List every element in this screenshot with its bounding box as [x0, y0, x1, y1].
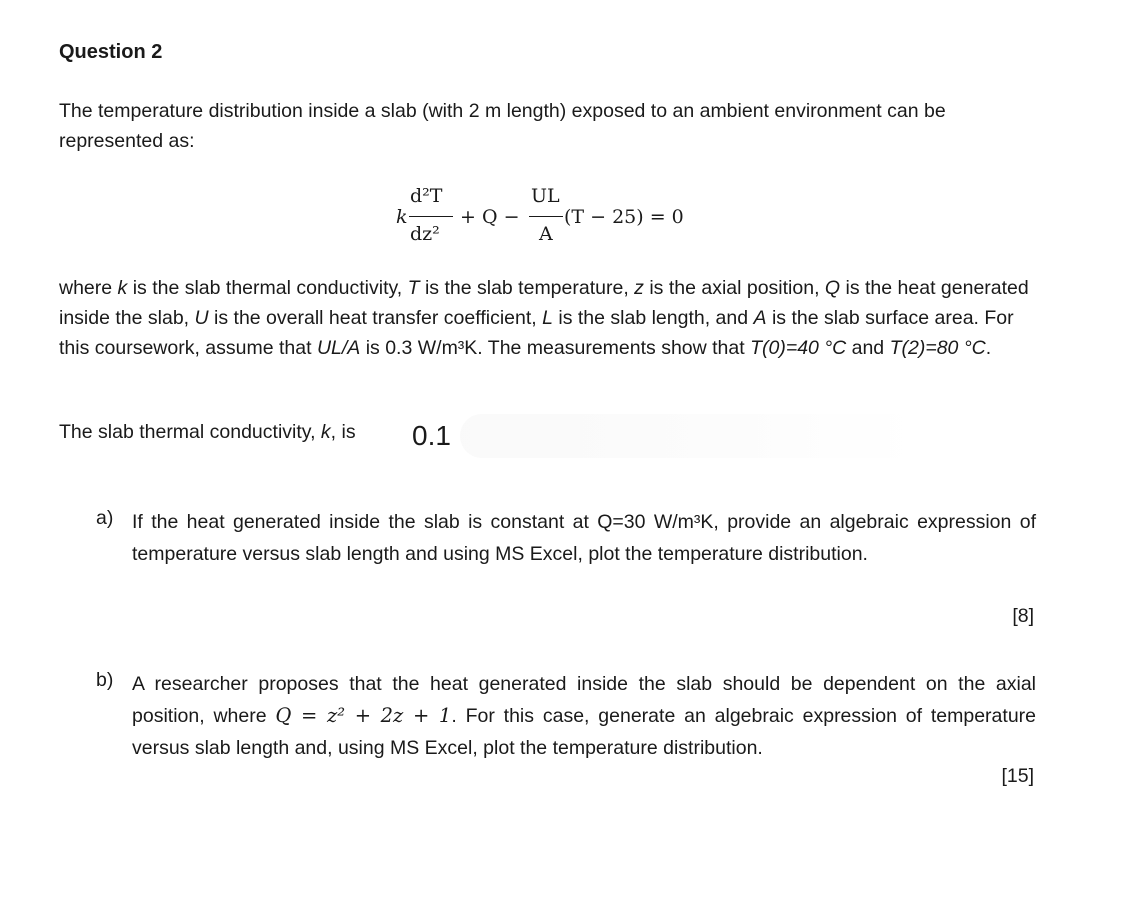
part-a-text: If the heat generated inside the slab is constant at Q=30 W/m³K, provide an algebraic expression of temperature versus slab length and using MS Excel, plot the temperature distribution.: [132, 511, 1036, 565]
blurred-region: [460, 414, 920, 458]
conductivity-label: The slab thermal conductivity, k, is: [59, 421, 356, 443]
question-heading: Question 2: [59, 41, 163, 63]
intro-paragraph: The temperature distribution inside a slab (with 2 m length) exposed to an ambient environment can be represented as:: [59, 100, 946, 152]
eq-den1: dz²: [410, 223, 440, 245]
eq-plus-q: + Q −: [460, 206, 520, 228]
eq-tail: (T − 25) = 0: [564, 206, 684, 228]
eq-num2: UL: [531, 185, 560, 207]
governing-equation: [396, 185, 716, 255]
part-b-text: A researcher proposes that the heat generated inside the slab should be dependent on the axial position, where Q = z² + 2z + 1. For this case, generate an algebraic expression of temperature versus slab length and, using MS Excel, plot the temperature distribution.: [132, 673, 1037, 759]
part-b-label: b): [96, 669, 114, 691]
part-a-marks: [8]: [1012, 605, 1034, 627]
eq-den2: A: [539, 223, 553, 245]
eq-num1: d²T: [410, 185, 443, 207]
part-a-label: a): [96, 507, 114, 529]
part-b-marks: [15]: [1001, 765, 1034, 787]
definitions-paragraph: where k is the slab thermal conductivity, T is the slab temperature, z is the axial position, Q is the heat generated inside the slab, U is the overall heat transfer coefficient, L is the slab length, and A is the slab surface area. For this coursework, assume that UL/A is 0.3 W/m³K. The measurements show that T(0)=40 °C and T(2)=80 °C.: [59, 277, 1029, 359]
part-b-formula: Q = z² + 2z + 1: [275, 704, 452, 727]
conductivity-value: 0.1: [412, 420, 451, 451]
eq-k: k: [396, 206, 408, 228]
